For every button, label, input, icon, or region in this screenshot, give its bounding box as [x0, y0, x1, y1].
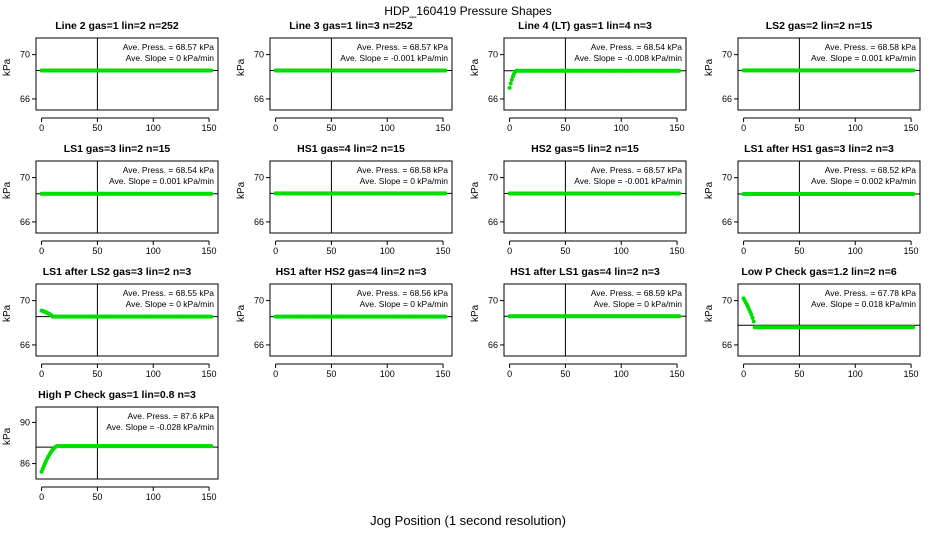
- y-axis-label: kPa: [470, 304, 481, 322]
- svg-text:66: 66: [253, 339, 264, 350]
- plot-area: [0, 278, 234, 389]
- svg-text:100: 100: [613, 246, 629, 256]
- svg-text:0: 0: [273, 123, 279, 133]
- data-series: [508, 69, 682, 90]
- chart-panel: [234, 266, 468, 389]
- chart-panel: [234, 20, 468, 143]
- svg-text:70: 70: [19, 172, 30, 183]
- svg-text:150: 150: [903, 369, 919, 379]
- svg-text:50: 50: [92, 369, 103, 379]
- y-axis-label: kPa: [236, 58, 247, 76]
- y-axis-label: kPa: [470, 181, 481, 199]
- annotation-line: Ave. Press. = 67.78 kPa: [824, 288, 916, 298]
- plot-area: [468, 278, 702, 389]
- plot-area: [702, 155, 936, 266]
- svg-text:66: 66: [19, 216, 30, 227]
- svg-text:0: 0: [741, 123, 747, 133]
- annotation-line: Ave. Press. = 68.54 kPa: [122, 165, 214, 175]
- svg-text:70: 70: [253, 49, 264, 60]
- annotation-line: Ave. Press. = 68.52 kPa: [824, 165, 916, 175]
- svg-text:50: 50: [560, 369, 571, 379]
- x-axis-title: Jog Position (1 second resolution): [370, 513, 566, 528]
- y-axis-label: kPa: [2, 58, 13, 76]
- panel-title: LS1 after LS2 gas=3 lin=2 n=3: [42, 266, 192, 278]
- y-axis-label: kPa: [2, 304, 13, 322]
- chart-panel: [702, 20, 936, 143]
- svg-text:50: 50: [92, 123, 103, 133]
- svg-text:70: 70: [487, 49, 498, 60]
- svg-text:150: 150: [201, 369, 217, 379]
- svg-text:150: 150: [435, 123, 451, 133]
- chart-panel: [0, 266, 234, 389]
- plot-area: [0, 401, 234, 512]
- plot-area: [234, 32, 468, 143]
- annotation-line: Ave. Press. = 68.55 kPa: [122, 288, 214, 298]
- svg-text:100: 100: [379, 246, 395, 256]
- svg-text:100: 100: [847, 123, 863, 133]
- svg-text:150: 150: [669, 369, 685, 379]
- y-axis-label: kPa: [236, 304, 247, 322]
- plot-area: [468, 32, 702, 143]
- svg-text:50: 50: [560, 246, 571, 256]
- annotation-line: Ave. Slope = -0.028 kPa/min: [106, 422, 214, 432]
- svg-text:50: 50: [794, 246, 805, 256]
- annotation-line: Ave. Slope = 0.018 kPa/min: [811, 299, 916, 309]
- plot-area: [468, 155, 702, 266]
- svg-text:70: 70: [19, 49, 30, 60]
- panel-title: HS1 after LS1 gas=4 lin=2 n=3: [510, 266, 660, 278]
- svg-text:66: 66: [253, 93, 264, 104]
- data-series: [508, 191, 682, 195]
- plot-area: [234, 278, 468, 389]
- panel-title: Low P Check gas=1.2 lin=2 n=6: [741, 266, 897, 278]
- data-series: [274, 191, 448, 195]
- panel-title: HS1 after HS2 gas=4 lin=2 n=3: [275, 266, 427, 278]
- annotation-line: Ave. Slope = -0.008 kPa/min: [574, 53, 682, 63]
- svg-text:66: 66: [19, 339, 30, 350]
- y-axis-label: kPa: [2, 427, 13, 445]
- chart-panel: [234, 143, 468, 266]
- panel-title: Line 4 (LT) gas=1 lin=4 n=3: [518, 20, 652, 32]
- annotation-line: Ave. Press. = 87.6 kPa: [127, 411, 214, 421]
- annotation-line: Ave. Press. = 68.56 kPa: [356, 288, 448, 298]
- svg-text:150: 150: [201, 123, 217, 133]
- svg-text:86: 86: [19, 458, 30, 469]
- svg-text:50: 50: [92, 492, 103, 502]
- svg-text:0: 0: [39, 123, 45, 133]
- data-series: [40, 192, 214, 196]
- data-series: [40, 309, 214, 319]
- panel-title: HS1 gas=4 lin=2 n=15: [297, 143, 405, 155]
- svg-text:70: 70: [487, 172, 498, 183]
- svg-text:150: 150: [669, 123, 685, 133]
- panel-title: High P Check gas=1 lin=0.8 n=3: [38, 389, 196, 401]
- y-axis-label: kPa: [704, 181, 715, 199]
- svg-text:100: 100: [145, 492, 161, 502]
- annotation-line: Ave. Press. = 68.54 kPa: [590, 42, 682, 52]
- svg-text:70: 70: [487, 295, 498, 306]
- chart-panel: [702, 266, 936, 389]
- y-axis-label: kPa: [704, 58, 715, 76]
- annotation-line: Ave. Slope = 0 kPa/min: [125, 53, 214, 63]
- data-series: [274, 315, 448, 319]
- annotation-line: Ave. Press. = 68.57 kPa: [122, 42, 214, 52]
- svg-text:70: 70: [253, 172, 264, 183]
- svg-text:150: 150: [435, 246, 451, 256]
- page-title: HDP_160419 Pressure Shapes: [384, 4, 552, 18]
- data-series: [40, 68, 214, 72]
- data-series: [508, 314, 682, 318]
- panel-title: Line 3 gas=1 lin=3 n=252: [289, 20, 413, 32]
- data-series: [274, 68, 448, 72]
- svg-text:100: 100: [145, 123, 161, 133]
- svg-text:50: 50: [326, 246, 337, 256]
- svg-text:50: 50: [560, 123, 571, 133]
- svg-text:150: 150: [903, 246, 919, 256]
- annotation-line: Ave. Press. = 68.58 kPa: [356, 165, 448, 175]
- annotation-line: Ave. Press. = 68.57 kPa: [590, 165, 682, 175]
- chart-panel: [702, 143, 936, 266]
- svg-text:0: 0: [507, 246, 513, 256]
- annotation-line: Ave. Slope = 0.001 kPa/min: [811, 53, 916, 63]
- data-series: [742, 192, 916, 196]
- svg-text:50: 50: [92, 246, 103, 256]
- annotation-line: Ave. Slope = -0.001 kPa/min: [574, 176, 682, 186]
- svg-text:50: 50: [326, 123, 337, 133]
- y-axis-label: kPa: [2, 181, 13, 199]
- svg-text:70: 70: [721, 295, 732, 306]
- annotation-line: Ave. Slope = 0 kPa/min: [359, 176, 448, 186]
- annotation-line: Ave. Slope = -0.001 kPa/min: [340, 53, 448, 63]
- panel-title: HS2 gas=5 lin=2 n=15: [531, 143, 639, 155]
- svg-text:100: 100: [847, 369, 863, 379]
- chart-panel: [0, 20, 234, 143]
- chart-panel: [468, 20, 702, 143]
- panel-title: Line 2 gas=1 lin=2 n=252: [55, 20, 179, 32]
- svg-text:50: 50: [326, 369, 337, 379]
- svg-text:0: 0: [273, 369, 279, 379]
- plot-area: [702, 32, 936, 143]
- svg-text:66: 66: [487, 93, 498, 104]
- annotation-line: Ave. Slope = 0 kPa/min: [359, 299, 448, 309]
- svg-text:100: 100: [613, 123, 629, 133]
- chart-panel: [0, 143, 234, 266]
- svg-text:150: 150: [903, 123, 919, 133]
- data-series: [40, 444, 214, 474]
- svg-text:0: 0: [507, 369, 513, 379]
- svg-text:70: 70: [253, 295, 264, 306]
- svg-text:70: 70: [19, 295, 30, 306]
- plot-area: [702, 278, 936, 389]
- svg-text:0: 0: [273, 246, 279, 256]
- svg-text:0: 0: [39, 369, 45, 379]
- annotation-line: Ave. Slope = 0.002 kPa/min: [811, 176, 916, 186]
- svg-text:50: 50: [794, 123, 805, 133]
- svg-text:66: 66: [253, 216, 264, 227]
- svg-text:100: 100: [379, 123, 395, 133]
- plot-area: [0, 32, 234, 143]
- svg-text:100: 100: [379, 369, 395, 379]
- chart-panel: [0, 389, 234, 512]
- svg-text:66: 66: [487, 339, 498, 350]
- svg-text:0: 0: [741, 369, 747, 379]
- plot-area: [0, 155, 234, 266]
- svg-text:50: 50: [794, 369, 805, 379]
- annotation-line: Ave. Press. = 68.59 kPa: [590, 288, 682, 298]
- svg-text:150: 150: [201, 246, 217, 256]
- svg-text:150: 150: [435, 369, 451, 379]
- svg-text:70: 70: [721, 49, 732, 60]
- annotation-line: Ave. Slope = 0 kPa/min: [125, 299, 214, 309]
- panel-title: LS1 gas=3 lin=2 n=15: [63, 143, 171, 155]
- panel-title: LS2 gas=2 lin=2 n=15: [765, 20, 873, 32]
- svg-text:66: 66: [721, 216, 732, 227]
- svg-text:0: 0: [741, 246, 747, 256]
- y-axis-label: kPa: [470, 58, 481, 76]
- svg-text:100: 100: [847, 246, 863, 256]
- svg-text:66: 66: [721, 93, 732, 104]
- chart-panel: [468, 143, 702, 266]
- data-series: [742, 68, 916, 72]
- svg-text:0: 0: [39, 246, 45, 256]
- data-series: [742, 296, 916, 329]
- panel-title: LS1 after HS1 gas=3 lin=2 n=3: [744, 143, 894, 155]
- svg-text:0: 0: [39, 492, 45, 502]
- svg-text:70: 70: [721, 172, 732, 183]
- annotation-line: Ave. Press. = 68.58 kPa: [824, 42, 916, 52]
- annotation-line: Ave. Slope = 0.001 kPa/min: [109, 176, 214, 186]
- annotation-line: Ave. Press. = 68.57 kPa: [356, 42, 448, 52]
- svg-text:66: 66: [487, 216, 498, 227]
- chart-panel: [468, 266, 702, 389]
- svg-text:66: 66: [721, 339, 732, 350]
- annotation-line: Ave. Slope = 0 kPa/min: [593, 299, 682, 309]
- svg-text:0: 0: [507, 123, 513, 133]
- y-axis-label: kPa: [704, 304, 715, 322]
- svg-text:100: 100: [145, 246, 161, 256]
- plot-area: [234, 155, 468, 266]
- svg-text:100: 100: [613, 369, 629, 379]
- y-axis-label: kPa: [236, 181, 247, 199]
- svg-text:90: 90: [19, 417, 30, 428]
- svg-text:66: 66: [19, 93, 30, 104]
- svg-text:150: 150: [201, 492, 217, 502]
- svg-text:150: 150: [669, 246, 685, 256]
- svg-text:100: 100: [145, 369, 161, 379]
